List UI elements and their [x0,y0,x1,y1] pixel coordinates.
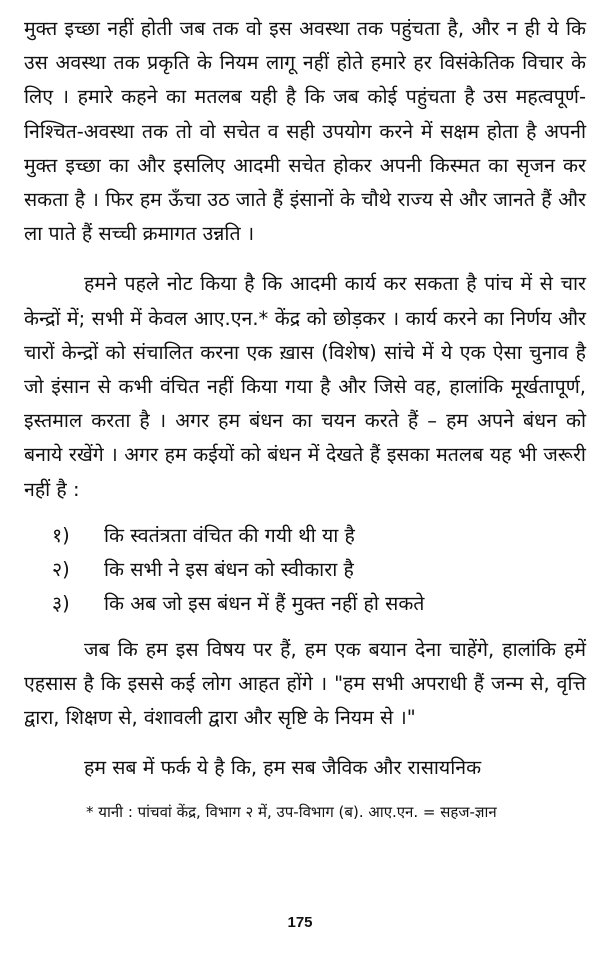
list-item [24,553,586,587]
list-item [24,587,586,621]
paragraph-1: मुक्त इच्छा नहीं होती जब तक वो इस अवस्था तक पहुंचता है, और न ही ये कि उस अवस्था तक प्रकृति के नियम लागू नहीं होते हमारे हर विसंकेतिक विचार के लिए । हमारे कहने का मतलब यही है कि जब कोई पहुंचता है उस महत्वपूर्ण-निश्चित-अवस्था तक तो वो सचेत व सही उपयोग करने में सक्षम होता है अपनी मुक्त इच्छा का और इसलिए आदमी सचेत होकर अपनी किस्मत का सृजन कर सकता है । फिर हम ऊँचा उठ जाते हैं इंसानों के चौथे राज्य से और जानते हैं और ला पाते हैं सच्ची क्रमागत उन्नति । [24,17,586,246]
paragraph-3: जब कि हम इस विषय पर हैं, हम एक बयान देना चाहेंगे, हालांकि हमें एहसास है कि इससे कई लोग आहत होंगे । "हम सभी अपराधी हैं जन्म से, वृत्ति द्वारा, शिक्षण से, वंशावली द्वारा और सृष्टि के नियम से ।" [24,637,586,730]
list-item-number: २) [52,557,70,581]
paragraph-4: हम सब में फर्क ये है कि, हम सब जैविक और रासायनिक [84,756,482,780]
page-number: 175 [287,914,313,931]
numbered-list [24,519,586,621]
paragraph-2: हमने पहले नोट किया है कि आदमी कार्य कर सकता है पांच में से चार केन्द्रों में; सभी में केवल आए.एन.* केंद्र को छोड़कर । कार्य करने का निर्णय और चारों केन्द्रों को संचालित करना एक ख़ास (विशेष) सांचे में ये एक ऐसा चुनाव है जो इंसान से कभी वंचित नहीं किया गया है और जिसे वह, हालांकि मूर्खतापूर्ण, इस्तमाल करता है । अगर हम बंधन का चयन करते हैं – हम अपने बंधन को बनाये रखेंगे । अगर हम कईयों को बंधन में देखते हैं इसका मतलब यह भी जरूरी नहीं है : [24,272,586,501]
footnote: * यानी : पांचवां केंद्र, विभाग २ में, उप-विभाग (ब). आए.एन. = सहज-ज्ञान [86,802,497,821]
list-item-number: १) [52,523,70,547]
list-item-text: कि स्वतंत्रता वंचित की गयी थी या है [104,523,355,547]
book-page [24,12,586,824]
list-item [24,519,586,553]
list-item-text: कि सभी ने इस बंधन को स्वीकारा है [104,557,354,581]
list-item-number: ३) [52,591,70,615]
list-item-text: कि अब जो इस बंधन में हैं मुक्त नहीं हो सकते [104,591,425,615]
